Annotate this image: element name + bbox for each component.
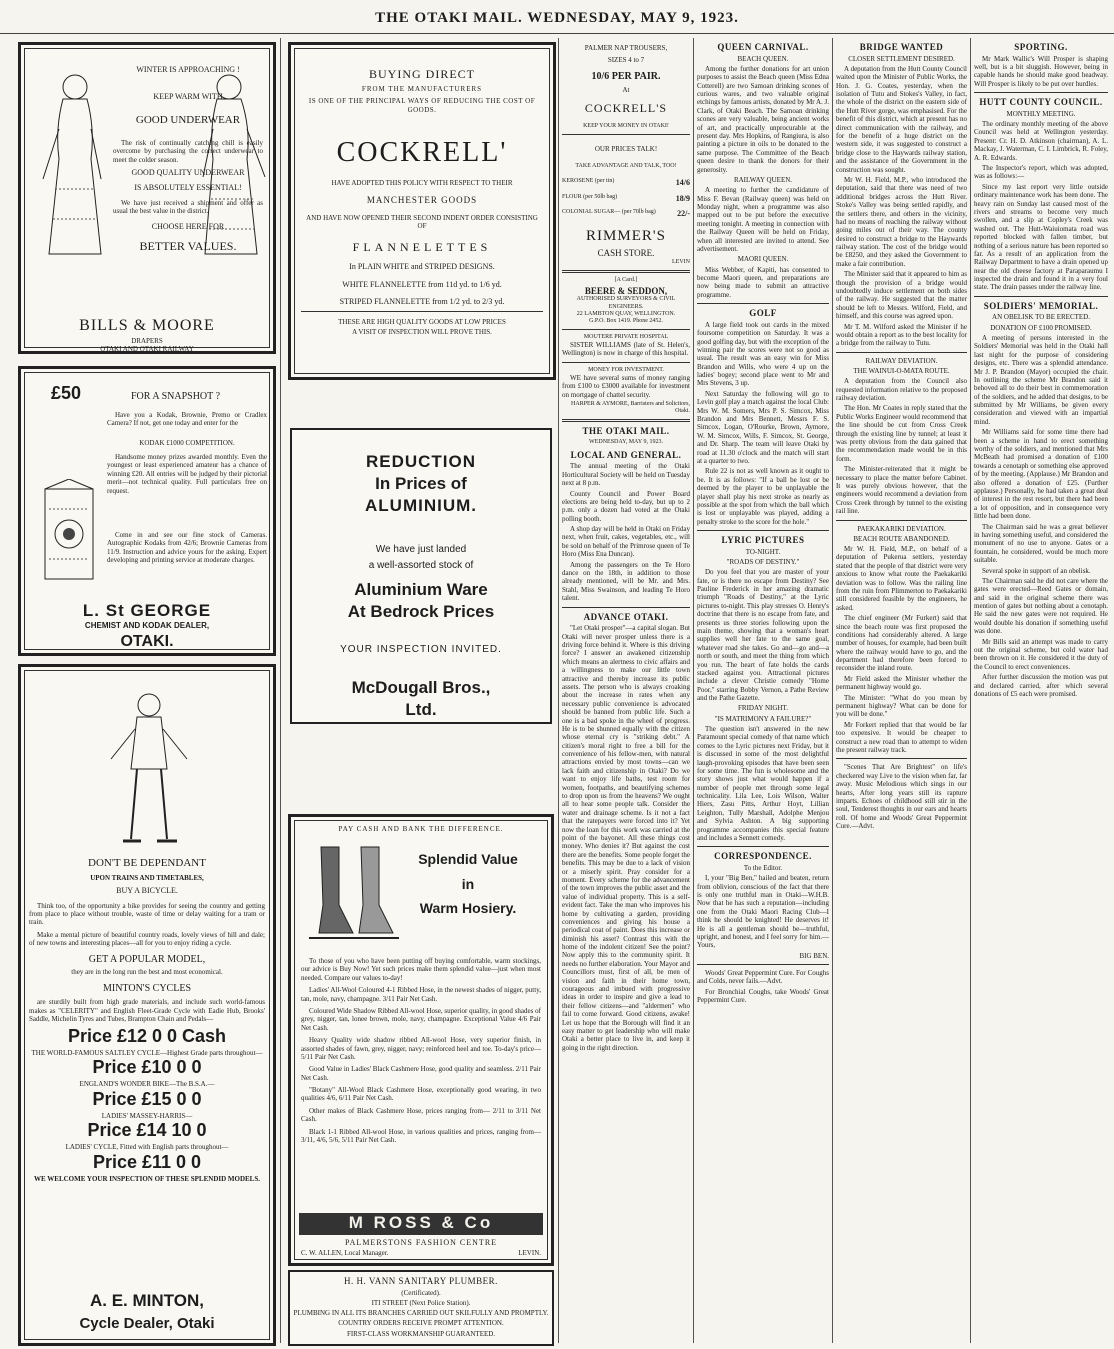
ad-heading: GET A POPULAR MODEL,	[88, 953, 206, 965]
subheading: CLOSER SETTLEMENT DESIRED.	[848, 54, 955, 63]
ad-line: SIZES 4 to 7	[607, 56, 645, 65]
ad-line: GOOD QUALITY UNDERWEAR	[131, 168, 245, 178]
ad-line: BUY A BICYCLE.	[116, 886, 178, 896]
ad-line: FIRST-CLASS WORKMANSHIP GUARANTEED.	[346, 1329, 496, 1338]
camera-icon	[39, 479, 101, 589]
st-george-ad	[18, 366, 276, 656]
column-6	[974, 38, 1108, 1343]
ad-line: IS ABSOLUTELY ESSENTIAL!	[134, 183, 242, 193]
price-line: Price £11 0 0	[92, 1151, 202, 1172]
section-heading: BRIDGE WANTED	[859, 42, 944, 52]
ad-line: KODAK £1000 COMPETITION.	[139, 439, 235, 447]
subheading: RAILWAY DEVIATION.	[865, 356, 938, 365]
section-heading: GOLF	[749, 308, 777, 319]
section-heading: CORRESPONDENCE.	[714, 851, 812, 862]
ad-heading: BETTER VALUES.	[139, 239, 237, 254]
ross-hosiery-ad	[288, 814, 554, 1266]
subheading: THE WAINUI-O-MATA ROUTE.	[853, 367, 950, 375]
ad-line: A VISIT OF INSPECTION WILL PROVE THIS.	[352, 328, 492, 337]
article-text: Since my last report very little outside ordinary maintenance work has been done. The heavy rain on Sunday last caused most of the rivers and streams to become very much swollen, and a slip at Copley's Creek was washed out. The Hutt-Waiuiomata road was reported blocked with fallen timber, but nothing of a serious nature has been reported so far. As a result of an application from the Railway Department to have a drain opened up near the old cheese factory at Paraparaumu I inspected the drain and found it in a very foul state. The drain passes under the railway line.	[974, 182, 1108, 292]
ad-line: CHOOSE HERE FOR	[151, 221, 225, 231]
column-rule	[693, 38, 694, 1343]
subheading: BEACH ROUTE ABANDONED.	[853, 534, 950, 543]
article-text: Mr Williams said for some time there had been a scheme in hand to erect something worthy of the soldiers, and mentioned that Mrs McBeath had promised a donation of £100 towards a cenotaph or something else approved of by the meeting. (Applause.) Mr Brandon and also offered a donation of £25. (Further applause.) Personally, he had taken a great deal of interest in the rest resort, but there had been a lot of opposition, and in consequence very little had been done.	[974, 428, 1108, 521]
advertiser-name: COCKRELL'	[336, 136, 508, 168]
article-text: The Minister said that it appeared to him as though the provision of a bridge would undoubtedly induce settlement on both sides of the railway. He suggested that the matter should be left to Messrs. Wilford, Field, and himself, and this course was agreed upon.	[836, 270, 967, 321]
column-rule	[558, 38, 559, 1343]
article-text: Mr W. H. Field, M.P., on behalf of a deputation of Pukerua settlers, yesterday stated that the people of that district were very anxious to know what route the Paekakariki deviation was to follow. Was the railing line from the ruin from Plimmerton to Paekakariki still considered feasible by the engineers, he asked.	[836, 545, 967, 612]
ad-line: At	[622, 86, 630, 95]
ad-line: STRIPED FLANNELETTE from 1/2 yd. to 2/3 yd.	[339, 297, 505, 307]
ad-line: TAKE ADVANTAGE AND TALK, TOO!	[575, 163, 677, 170]
article-text: Several spoke in support of an obelisk.	[982, 566, 1091, 575]
ad-heading: ALUMINIUM.	[365, 496, 477, 516]
ad-text: Coloured Wide Shadow Ribbed All-wool Hose, superior quality, in good shades of grey, nigger, tan, lonee brown, mole, navy, champagne. Exceptional Value 4/6 Pair Net Cash.	[301, 1006, 541, 1032]
column-4	[697, 38, 829, 1343]
column-5	[836, 38, 967, 1343]
article-text: Among the passengers on the Te Horo dance on the 18th, in addition to those already mentioned, will be Mr. and Mrs. Stahl, Miss Swainson, and leading Te Horo talent.	[562, 560, 690, 603]
ad-text: To those of you who have been putting off buying comfortable, warm stockings, our advice is Buy Now! Yet such prices make them splendid value—just when most needed. Compare our values to-day!	[301, 957, 541, 982]
subheading: AN OBELISK TO BE ERECTED.	[992, 313, 1090, 322]
price-line: Price £12 0 0 Cash	[67, 1025, 227, 1046]
section-heading: SOLDIERS' MEMORIAL.	[983, 300, 1099, 311]
vann-plumber-ad	[288, 1270, 554, 1346]
cockrell-ad	[288, 42, 556, 380]
article-text: Mr Field asked the Minister whether the permanent highway would go.	[836, 674, 967, 692]
ad-line: WHITE FLANNELETTE from 11d yd. to 1/6 yd.	[342, 279, 502, 289]
ad-line: Cycle Dealer, Otaki	[79, 1315, 215, 1332]
ad-line: In PLAIN WHITE and STRIPED DESIGNS.	[349, 262, 495, 272]
ad-heading: FOR A SNAPSHOT ?	[131, 391, 221, 402]
article-text: A meeting to further the candidature of Miss F. Bevan (Railway queen) was held on Monday night, when a programme was also mapped out to be put before the executive meeting tonight. A meeting in connection with the Railway Queen will be held on Friday, when all interested are invited to attend. See advertisement.	[697, 186, 829, 253]
ad-line: HAVE ADOPTED THIS POLICY WITH RESPECT TO THEIR	[331, 178, 513, 187]
advertiser-name: BEERE & SEDDON,	[584, 285, 668, 296]
ad-line: ENGLAND'S WONDER BIKE—The B.S.A.—	[79, 1080, 215, 1089]
ad-line: UPON TRAINS AND TIMETABLES,	[90, 873, 204, 882]
article-text: The question isn't answered in the new Paramount special comedy of that name which comes to the Lyric pictures next Friday, but it is discussed in some of the most delightful laugh-provoking episodes that have been seen for some time. The fun is wholesome and the story shows just what would happen if a number of people met through some legal technicality. Lila Lee, Lois Wilson, Walter Hiers, Zasu Pitts, Arthur Hoyt, Lillian Leighton, Tully Marshall, Adolphe Menjou and Sylvia Ashton. A big supporting programme accompanies this special feature and includes a Sennett comedy.	[697, 724, 829, 843]
ad-text: We have just received a shipment and offer as usual the best value in the district.	[113, 198, 263, 216]
column-rule	[970, 38, 971, 1343]
ad-line: a well-assorted stock of	[368, 559, 474, 571]
ad-heading: £50	[51, 383, 82, 403]
masthead: THE OTAKI MAIL. WEDNESDAY, MAY 9, 1923.	[0, 0, 1114, 34]
subheading: FRIDAY NIGHT.	[738, 704, 788, 713]
article-text: Mr Forkert replied that that would be far too expensive. It would be cheaper to construct a new road than to attempt to widen the present railway track.	[836, 720, 967, 754]
ad-text: Black 1-1 Ribbed All-wool Hose, in various qualities and prices, ranging from— 3/11, 4/6, 5/6, 5/11 Pair Net Cash.	[301, 1127, 541, 1145]
article-text: A deputation from the Hutt County Council waited upon the Minister of Public Works, the Hon. J. G. Coates, yesterday, when the isolation of Tutu and Stokes's Valley, in fact, the whole of the district on the eastern side of the Hutt River gorge, was emphasised. For the benefit of this district, which at present has no direct communication with the railway, and for the benefit of a huge district on the western side, it was suggested to construct a bridge close to the Haywards railway station, and the assistance of the Government in the construction was sought.	[836, 64, 967, 174]
ad-line: We have just landed	[375, 544, 467, 556]
ad-line: DRAPERS	[131, 337, 163, 345]
article-text: Mr W. H. Field, M.P., who introduced the deputation, said that there was need of two additional bridges across the Hutt River. Stoke's Valley was being settled rapidly, and the settlers there, and others in the vicinity, had no means of reaching the railway without going miles out of their way. The county desired to construct a bridge to the Haywards railway station. The cost of the bridge would be £8250, and they asked the Government to make a fair contribution.	[836, 175, 967, 268]
ad-text: The risk of continually catching chill is easily overcome by purchasing the correct underwear to meet the colder season.	[113, 138, 263, 164]
subheading: MONTHLY MEETING.	[1006, 109, 1076, 118]
price-value: 14/6	[675, 178, 690, 188]
ad-heading: Warm Hosiery.	[419, 900, 517, 917]
ad-line: ITI STREET (Next Police Station).	[371, 1298, 471, 1307]
ad-line: PALMER NAP TROUSERS,	[584, 44, 668, 52]
subheading: "ROADS OF DESTINY."	[726, 557, 800, 566]
ad-text: Have you a Kodak, Brownie, Premo or Cradlex Camera? If not, get one today and enter for the	[107, 411, 267, 428]
ad-heading: MINTON'S CYCLES	[102, 982, 192, 994]
subheading: RAILWAY QUEEN.	[733, 175, 793, 184]
ad-line: CASH STORE.	[597, 248, 655, 259]
ross-logo: M ROSS & Co	[299, 1213, 543, 1235]
section-heading: MONEY FOR INVESTMENT.	[588, 366, 664, 373]
ad-heading: Aluminium Ware	[354, 579, 488, 599]
article-text: Mr T. M. Wilford asked the Minister if he would obtain a report as to the best locality for a bridge from the railway to Tutu.	[836, 322, 967, 348]
ad-text: Heavy Quality wide shadow ribbed All-wool Hose, very superior finish, in assorted shades of fawn, grey, nigger, navy; reinforced heel and toe. To-day's price— 5/11 Pair Net Cash.	[301, 1036, 541, 1061]
advertiser-name: A. E. MINTON,	[90, 1291, 204, 1310]
ad-line: OTAKI AND OTAKI RAILWAY	[100, 345, 194, 353]
ad-line: 22 LAMBTON QUAY, WELLINGTON.	[576, 310, 676, 317]
cyclist-figure-illustration	[101, 689, 197, 849]
ad-heading: REDUCTION	[365, 452, 477, 471]
ad-line: KEEP YOUR MONEY IN OTAKI!	[583, 122, 669, 129]
ad-line: WE WELCOME YOUR INSPECTION OF THESE SPLENDID MODELS.	[34, 1174, 260, 1183]
article-text: Rule 22 is not as well known as it ought to be. It is as follows: "If a ball be lost or be deemed by the player to be unplayable the player shall play his next stroke as nearly as possible at the spot from which the ball which is lost or unplayable was played, adding a penalty stroke to the score for the hole."	[697, 467, 829, 526]
ad-line: AND HAVE NOW OPENED THEIR SECOND INDENT ORDER CONSISTING OF	[306, 213, 538, 231]
subheading: DONATION OF £100 PROMISED.	[990, 323, 1092, 332]
subheading: "IS MATRIMONY A FAILURE?"	[714, 714, 812, 723]
subheading: To the Editor.	[743, 864, 783, 873]
ad-line: AUTHORISED SURVEYORS & CIVIL ENGINEERS.	[576, 296, 676, 310]
ad-heading: BUYING DIRECT	[369, 67, 475, 81]
article-text: A large field took out cards in the mixed foursome competition on Saturday. It was a good golfing day, but with the exception of the winning pair the scores were not so good as usual. The result was an easy win for Miss Brandon and Wills, who were 4 up on the ladies' bogey; second place went to Mr and Mrs Stevens, 3 up.	[697, 320, 829, 388]
ad-line: PAY CASH AND BANK THE DIFFERENCE.	[338, 825, 504, 833]
subheading: PAEKAKARIKI DEVIATION.	[857, 524, 946, 533]
ad-line: [A Card.]	[614, 276, 638, 283]
ad-line: PLUMBING IN ALL ITS BRANCHES CARRIED OUT SKILFULLY AND PROMPTLY.	[293, 1309, 549, 1318]
article-text: Among the further donations for art union purposes to assist the Beach queen (Miss Edna Cotterell) are two Samoan drinking scones of curious wares, and two valuable original etchings by famous artists, donated by Mr A. J. Clark, of Otaki Beach. The Samoan drinking scones are very valuable, being ancient works of art, and practically unprocurable at the present day. Mrs Hopkins, of Rangiura, is also painting a picture in oils to be donated to the same purpose. The Committee of the Beach queen desire to thank the donors for their generosity.	[697, 64, 829, 174]
section-heading: THE OTAKI MAIL.	[582, 426, 670, 437]
section-heading: LOCAL AND GENERAL.	[570, 449, 682, 460]
price-line: Price £10 0 0	[92, 1057, 202, 1078]
article-text: The Hon. Mr Coates in reply stated that the Public Works Engineer would recommend that the line should be cut from Cross Creek through the existing line by tunnel; at least it was pretty obvious from the data gained that the recommendation made would be in this form.	[836, 404, 967, 463]
ad-text: Think too, of the opportunity a bike provides for seeing the country and getting from place to place without trouble, waste of time or delay waiting for a tram or train.	[29, 901, 265, 927]
ad-line: PALMERSTONS FASHION CENTRE	[344, 1238, 498, 1247]
article-text: "Scenes That Are Brightest" on life's checkered way Live to the vision when far, far away. Music Melodious which sings in our hearts, After long years still its rapture imparts. Echoes of childhood still stir in the soul, Tenderest thoughts in our ears and hearts roll. Of home and Woods' Great Peppermint Cure.—Advt.	[836, 763, 967, 831]
advertiser-name: McDougall Bros.,	[351, 677, 491, 697]
article-text: The Chairman said he did not care where the gates were erected—Reed Gates or domain, and said in the original scheme there was mention of gates but nothing about a cenotaph. He said the new gates were not required. He would double his donation if something useful was done.	[974, 576, 1108, 636]
article-text: The Chairman said he was a great believer in having something useful, and considered the monument of no use to anyone. Gates or a fountain, he considered, would be much more suitable.	[974, 522, 1108, 565]
article-text: I, your "Big Ben," hailed and beaten, return from oblivion, conscious of the fact that there is only one truthful man in Otaki—W.H.B. Now that he has such a reputation—including one from the Otaki Maori Racing Club—I think he should be knighted! He deserves it! He is all a gentleman should be—truthful, upright, and honest, and I feel sorry for him.—Yours,	[697, 874, 829, 950]
article-text: "Let Otaki prosper"—a capital slogan. But Otaki will never prosper unless there is a driving force behind it. Where is this driving force? I answer an awakened citizenship which means an alertness to civic affairs and a willingness to make our little town attractive and thereby increase its public assets. The person who is always croaking about the increase in rates when any necessary public convenience is advocated should be banned from public life. Such a one is a bad spoke in the wheel of progress. He is to be shunned equally with the citizen whose eternal cry is "striking debt." A citizen's moral right to free a bill for the convenience of his fellow-men, with natural attractions envied by most towns—can we lack faith and citizenship in Otaki? Do we want to enjoy life baths, test room for women, footpaths, and beautifying schemes to drop upon us from the heavens? We ought all to hear some people talk. Consider the water and drainage scheme. Is it not a fact that the ratepayers were forced into it? Yet now the loan for this work was carried at the point of the bayonet. All these things cost money. Who denies it? But against the cost there are the benefits. Some people forget the benefits. This may be due to a lack of vision or a miserly spirit. Pray consider for a moment. Every scheme for the advancement of the town improves the public asset and the value of individual property. This is a self-evident fact. Take the man who improves his home by cultivating a garden, providing conveniences and giving his house a periodical coat of paint. Does this increase or diminish his asset? Contrast this with the home of the indolent citizen! See the point? Now apply this to the community spirit. It needs no further elaboration. Your Mayor and Councillors must, first of all, be men of vision and faith in their home town, courageous and imbued with progressive ideas in order to inspire and give a lead to their fellow citizens—and "aldermen" who fail to come forward. Good citizens, awake! Let us hope that the Borough will find it an easy matter to get leadership who will make Otaki a better place to live in, and keep it going in the right direction.	[562, 624, 690, 1052]
section-heading: LYRIC PICTURES	[721, 535, 805, 546]
bills-moore-ad	[18, 42, 276, 354]
section-heading: QUEEN CARNIVAL.	[717, 42, 809, 52]
article-text: The Minister: "What do you mean by permanent highway? What can be done for you will be done."	[836, 693, 967, 719]
section-heading: SPORTING.	[1014, 42, 1068, 52]
advertiser-name: BILLS & MOORE	[79, 317, 215, 334]
ad-text: are sturdily built from high grade materials, and include such world-famous makes as "CELERITY" and English Fleet-Grade Cycle with Eadie Hub, Brooks' Saddle, Michelin Tyres and Tubes, Brampton Chain and Pedals—	[29, 998, 265, 1024]
subheading: MAORI QUEEN.	[737, 255, 789, 264]
article-text: The ordinary monthly meeting of the above Council was held at Wellington yesterday. Present: Cr. H. D. Atkinson (chairman), A. L. Mackay, J. Waterman, C. I. Limbrick, R. Foley, A. R. Edwards.	[974, 120, 1108, 162]
advertiser-name: Ltd.	[405, 699, 437, 719]
ad-line: LEVIN.	[518, 1249, 541, 1257]
ad-text: Ladies' All-Wool Coloured 4-1 Ribbed Hose, in the newest shades of nigger, putty, tan, mole, navy, champagne. 3/11 Pair Net Cash.	[301, 986, 541, 1003]
advertiser-name: RIMMER'S	[586, 228, 666, 245]
article-text: WE have several sums of money ranging from £100 to £3000 available for investment on mortgage of chattel security.	[562, 373, 690, 399]
ad-line: FROM THE MANUFACTURERS	[361, 85, 483, 94]
ad-text: Handsome money prizes awarded monthly. Even the youngest or least experienced amateur has a chance of winning £20. All entries will be judged by their pictorial merit—not technical quality. Full particulars free on request.	[107, 453, 267, 495]
price-item: KEROSENE (per tin)	[562, 178, 615, 185]
column-rule	[280, 38, 281, 1343]
advertiser-name: L. St GEORGE	[82, 601, 212, 620]
article-text: County Council and Power Board elections are being held to-day, but up to 2 p.m. only a dozen had voted at the Otaki polling booth.	[562, 489, 690, 523]
article-text: The annual meeting of the Otaki Horticultural Society will be held on Tuesday next at 8 p.m.	[562, 462, 690, 488]
minton-cycles-ad	[18, 664, 276, 1346]
article-text: The Inspector's report, which was adopted, was as follows:—	[974, 163, 1108, 181]
ad-text: Make a mental picture of beautiful country roads, lovely views of hill and dale; of new towns and interesting places—all for you to enjoy riding a cycle.	[29, 930, 265, 948]
ad-heading: At Bedrock Prices	[347, 601, 495, 621]
article-text: Mr Bills said an attempt was made to carry out the original scheme, but cold water had been thrown on it. He considered it the duty of the Council to erect conveniences.	[974, 637, 1108, 671]
ad-line: HARPER & AYMORE, Barristers and Solicitors, Otaki.	[571, 400, 690, 414]
article-text: For Bronchial Coughs, take Woods' Great Peppermint Cure.	[697, 987, 829, 1005]
article-text: After further discussion the motion was put and declared carried, after which several donations of £5 each were promised.	[974, 673, 1108, 698]
ad-heading: FLANNELETTES	[352, 240, 492, 255]
section-heading: MOUTERE PRIVATE HOSPITAL	[583, 333, 669, 340]
stocking-illustration	[309, 845, 399, 945]
article-text: A meeting of persons interested in the Soldiers' Memorial was held in the Otaki hall last night for the purpose of considering designs, etc. There was a splendid attendance. Mr J. P. Brandon (Mayor) occupied the chair. In outlining the scheme Mr Brandon said it behoved all to do their best in commemoration of the soldiers, and he added that designs, to be submitted by Mr Williams, be given every consideration and viewed with an impartial mind.	[974, 333, 1108, 426]
ad-line: they are in the long run the best and most economical.	[71, 968, 223, 977]
section-heading: HUTT COUNTY COUNCIL.	[979, 97, 1103, 108]
article-text: A deputation from the Council also requested information relative to the proposed railway deviation.	[836, 377, 967, 403]
ad-line: CHEMIST AND KODAK DEALER,	[84, 621, 210, 630]
column-3	[562, 38, 690, 1343]
price-item: FLOUR (per 50lb bag)	[562, 193, 618, 200]
ad-heading: H. H. VANN SANITARY PLUMBER.	[344, 1276, 498, 1286]
ad-line: COUNTRY ORDERS RECEIVE PROMPT ATTENTION.	[338, 1319, 504, 1328]
article-text: The Minister-reiterated that it might be necessary to place the matter before Cabinet. It was purely obvious however, that the engineers would recommend a deviation from Cross Creek through by tunnel to the existing rail line.	[836, 465, 967, 516]
ad-text: Other makes of Black Cashmere Hose, prices ranging from— 2/11 to 3/11 Net Cash.	[301, 1106, 541, 1124]
price-value: 22/-	[677, 208, 690, 218]
ad-line: WINTER IS APPROACHING !	[136, 65, 240, 74]
section-heading: ADVANCE OTAKI.	[583, 611, 669, 622]
ad-heading: OTAKI.	[120, 633, 174, 650]
article-text: Miss Webber, of Kapiti, has consented to become Maori queen, and preparations are now being made to submit an attractive programme.	[697, 265, 829, 299]
ad-line: YOUR INSPECTION INVITED.	[340, 643, 502, 655]
ad-line: LEVIN	[672, 258, 690, 265]
ad-line: C. W. ALLEN, Local Manager.	[301, 1249, 389, 1257]
price-value: 18/9	[675, 193, 690, 203]
ad-heading: In Prices of	[375, 474, 467, 494]
ad-heading: MANCHESTER GOODS	[366, 195, 478, 206]
price-line: Price £14 10 0	[87, 1120, 207, 1141]
ad-text: Come in and see our fine stock of Cameras. Autographic Kodaks from 42/6; Brownie Cameras from 11/9. Instruction and advice yours for the asking. Expert developing and printing service at moderate charges.	[107, 531, 267, 565]
ad-line: G.P.O. Box 1419. Phone 2452.	[589, 317, 663, 324]
ad-line: OUR PRICES TALK!	[594, 144, 658, 153]
article-text: A shop day will be held in Otaki on Friday next, when fruit, cakes, vegetables, etc., will be sold on behalf of the Primrose queen of Te Horo (Miss Ena Duncan).	[562, 525, 690, 559]
lady-figure-illustration	[35, 69, 107, 259]
ad-text: "Botany" All-Wool Black Cashmere Hose, exceptionally good wearing, in two qualities 4/6, 6/11 Pair Net Cash.	[301, 1086, 541, 1103]
ad-heading: Splendid Value	[418, 851, 518, 867]
ad-line: LADIES' MASSEY-HARRIS—	[101, 1111, 193, 1120]
ad-line: (Certificated).	[401, 1288, 441, 1297]
article-text: Do you feel that you are master of your fate, or is there no escape from Destiny? See Pauline Frederick in her amazing dramatic triumph "Roads of Destiny," at the Lyric pictures to-night. This play stresses O. Henry's doctrine that there is no escape from fate, and presents us three stories following upon the main theme, showing that a woman's heart supplies well her fate to the same goal, whatever road she takes. Go and—go and—a north or south, and meet the thing from which you run. The heart of fate holds the cards stacked against you. Attractional pictures include a clever Christie comedy "Home Poor," starring Bobby Vernon, a Pathe Review and the Pathe Gazette.	[697, 568, 829, 703]
ad-heading: in	[461, 875, 475, 892]
mcdougall-ad	[290, 428, 552, 724]
article-text: The chief engineer (Mr Furkert) said that since the beach route was first proposed the conditions had considerably altered. A large number of houses, for example, had been built where the railway would have to go, and the department had therefore been forced to reconsider the inland route.	[836, 614, 967, 673]
article-text: SISTER WILLIAMS (late of St. Helen's, Wellington) is now in charge of this hospital.	[562, 340, 690, 358]
advertiser-name: COCKRELL'S	[584, 100, 668, 115]
ad-text: Good Value in Ladies' Black Cashmere Hose, good quality and seamless. 2/11 Pair Net Cash.	[301, 1065, 541, 1082]
ad-heading: 10/6 PER PAIR.	[591, 70, 661, 82]
article-text: Next Saturday the following will go to Levin golf play a match against the local Club: Mrs W. M. Somers, Mrs P. S. Simcox, Miss Brandon and Mrs Bennett, Messrs F. S. Simcox, Logan, O'Rourke, Brown, Aymore, W. M. Simcox, Wills, F. Simcox, St. George, and Dr. Sharp. The team will leave Otaki by road at 11.30 o'clock and the match will start at a quarter to two.	[697, 389, 829, 465]
article-text: Woods' Great Peppermint Cure. For Coughs and Colds, never fails.—Advt.	[697, 969, 829, 986]
price-item: COLONIAL SUGAR— (per 70lb bag)	[562, 208, 656, 215]
ad-heading: DON'T BE DEPENDANT	[88, 857, 206, 869]
ad-line: THE WORLD-FAMOUS SALTLEY CYCLE—Highest Grade parts throughout—	[31, 1048, 263, 1057]
subheading: TO-NIGHT.	[745, 547, 781, 556]
price-line: Price £15 0 0	[92, 1088, 202, 1109]
signature-line: BIG BEN.	[799, 951, 829, 960]
ad-line: THESE ARE HIGH QUALITY GOODS AT LOW PRICES	[338, 317, 506, 326]
article-text: Mr Mark Wallic's Will Prosper is shaping well, but is a bit sluggish. However, being in capable hands he should make good headway. Will Prosper is likely to be put over hurdles.	[974, 54, 1108, 88]
ad-line: LADIES' CYCLE, Fitted with English parts throughout—	[65, 1143, 229, 1152]
ad-line: IS ONE OF THE PRINCIPAL WAYS OF REDUCING THE COST OF GOODS.	[308, 97, 536, 114]
date-line: WEDNESDAY, MAY 9, 1923.	[589, 438, 663, 445]
ad-heading: GOOD UNDERWEAR	[135, 113, 241, 126]
ad-line: KEEP WARM WITH	[153, 92, 223, 102]
subheading: BEACH QUEEN.	[737, 54, 789, 63]
column-rule	[832, 38, 833, 1343]
